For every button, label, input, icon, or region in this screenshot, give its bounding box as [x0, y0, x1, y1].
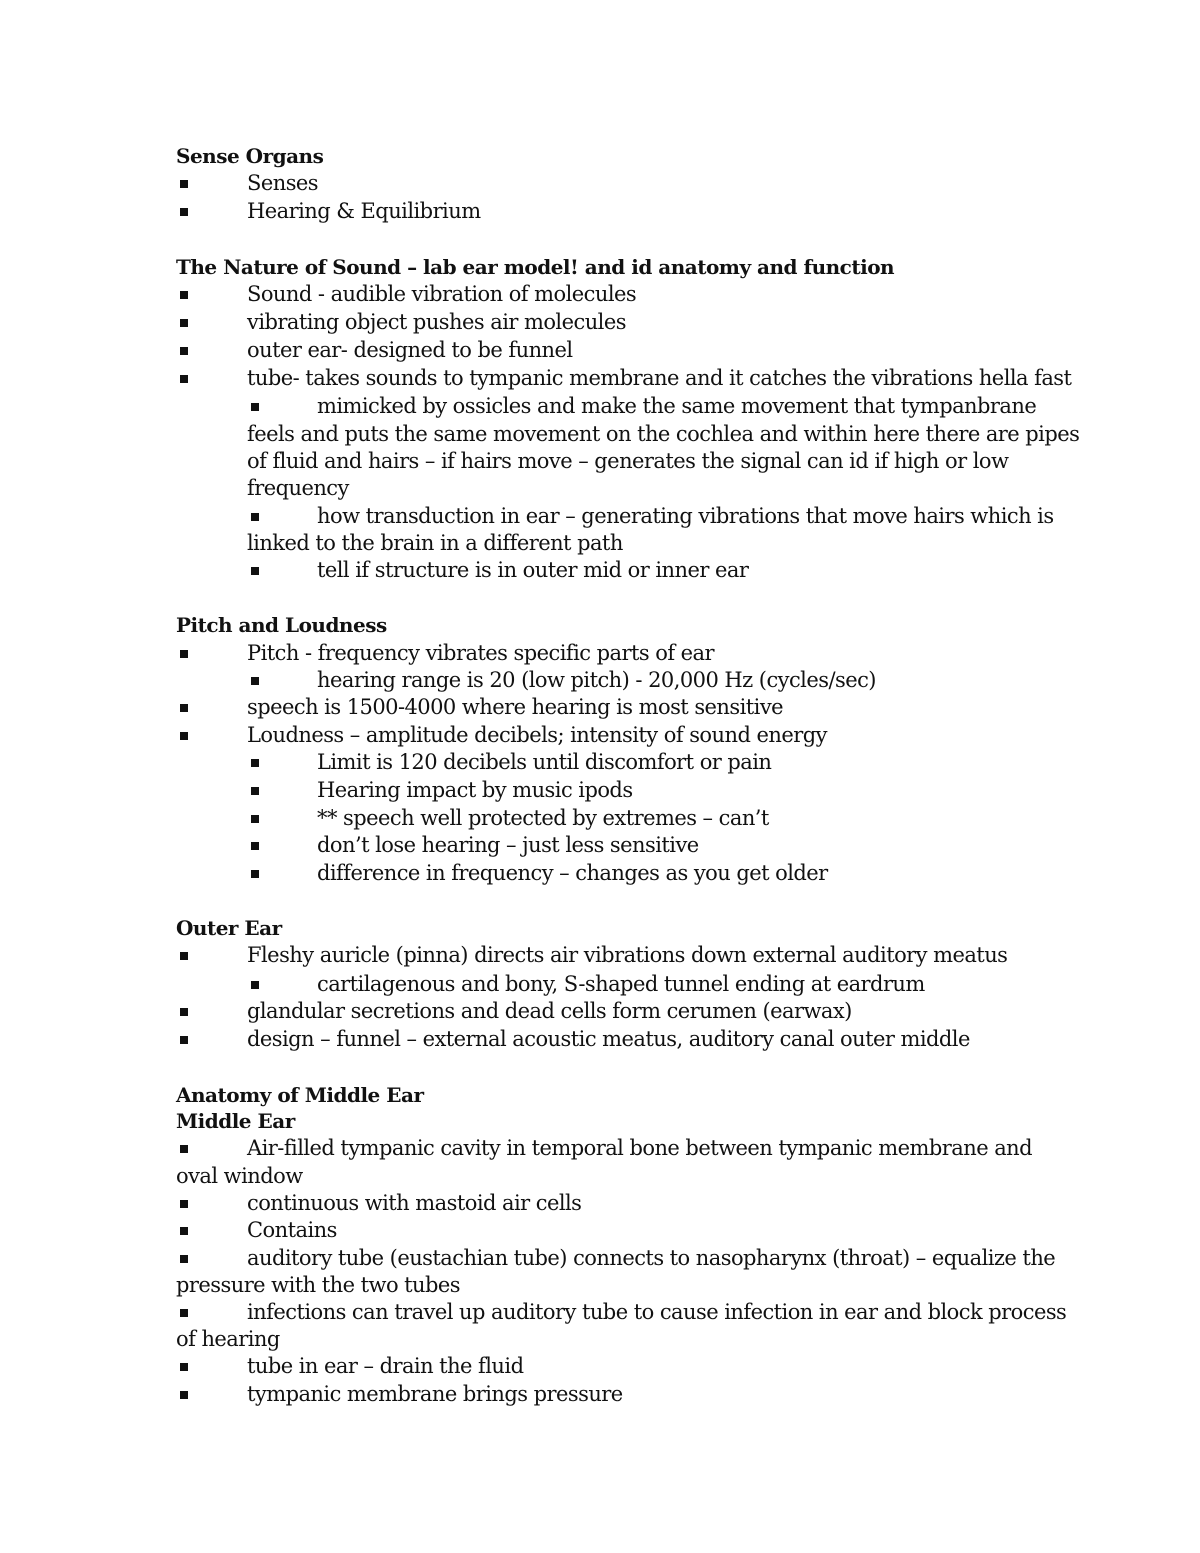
list-item-continuation: [0, 475, 1200, 502]
list-item-text: Limit is 120 decibels until discomfort or pain: [317, 750, 772, 774]
list-item-text: mimicked by ossicles and make the same movement that tympanbrane: [317, 394, 1037, 418]
list-item-text: speech is 1500-4000 where hearing is most sensitive: [247, 695, 784, 719]
bullet-icon: [180, 650, 188, 658]
list-item-text: ** speech well protected by extremes – can’t: [317, 806, 769, 830]
list-item: [0, 749, 1200, 776]
list-item: [0, 1026, 1200, 1053]
list-item-text: tell if structure is in outer mid or inner ear: [317, 558, 749, 582]
list-item-text: continuous with mastoid air cells: [247, 1191, 582, 1215]
list-item: [0, 365, 1200, 392]
bullet-icon: [180, 1363, 188, 1371]
list-item: [0, 942, 1200, 969]
list-item: [0, 337, 1200, 364]
list-item: [0, 832, 1200, 859]
section-heading: Anatomy of Middle Ear: [176, 1083, 424, 1107]
list-item-text: of fluid and hairs – if hairs move – generates the signal can id if high or low: [247, 449, 1009, 473]
bullet-icon: [180, 1391, 188, 1399]
bullet-icon: [251, 677, 259, 685]
bullet-icon: [251, 870, 259, 878]
bullet-icon: [180, 732, 188, 740]
bullet-icon: [251, 842, 259, 850]
section-heading: Sense Organs: [176, 144, 324, 168]
list-item-text: cartilagenous and bony, S-shaped tunnel ending at eardrum: [317, 972, 925, 996]
list-item-text: how transduction in ear – generating vibrations that move hairs which is: [317, 504, 1054, 528]
section-subheading: Middle Ear: [176, 1109, 295, 1133]
list-item-text: difference in frequency – changes as you get older: [317, 861, 828, 885]
bullet-icon: [251, 513, 259, 521]
list-item-text: infections can travel up auditory tube to cause infection in ear and block process: [247, 1300, 1067, 1324]
bullet-icon: [180, 952, 188, 960]
list-item: [0, 1381, 1200, 1408]
list-item-text: Fleshy auricle (pinna) directs air vibrations down external auditory meatus: [247, 943, 1008, 967]
bullet-icon: [251, 787, 259, 795]
list-item: [0, 1135, 1200, 1162]
list-item-text: don’t lose hearing – just less sensitive: [317, 833, 699, 857]
list-item-text: Air-filled tympanic cavity in temporal bone between tympanic membrane and: [247, 1136, 1033, 1160]
list-item-text: hearing range is 20 (low pitch) - 20,000 Hz (cycles/sec): [317, 668, 876, 692]
list-item: [0, 198, 1200, 225]
list-item-continuation: [0, 1326, 1200, 1353]
bullet-icon: [180, 291, 188, 299]
list-item-text: pressure with the two tubes: [176, 1273, 461, 1297]
list-item-text: tube in ear – drain the fluid: [247, 1354, 524, 1378]
bullet-icon: [180, 347, 188, 355]
bullet-icon: [180, 1008, 188, 1016]
list-item-text: linked to the brain in a different path: [247, 531, 623, 555]
list-item-text: Sound - audible vibration of molecules: [247, 282, 637, 306]
list-item: [0, 1190, 1200, 1217]
list-item-text: Senses: [247, 171, 319, 195]
list-item: [0, 503, 1200, 530]
bullet-icon: [180, 1145, 188, 1153]
list-item-continuation: [0, 1163, 1200, 1190]
list-item-continuation: [0, 1272, 1200, 1299]
bullet-icon: [180, 1036, 188, 1044]
bullet-icon: [180, 1200, 188, 1208]
list-item: [0, 998, 1200, 1025]
list-item-text: Contains: [247, 1218, 337, 1242]
bullet-icon: [251, 567, 259, 575]
section-heading: Pitch and Loudness: [176, 613, 387, 637]
list-item-text: design – funnel – external acoustic meatus, auditory canal outer middle: [247, 1027, 970, 1051]
list-item-continuation: [0, 448, 1200, 475]
list-item: [0, 667, 1200, 694]
list-item-continuation: [0, 421, 1200, 448]
section-heading: Outer Ear: [176, 916, 282, 940]
list-item-text: tube- takes sounds to tympanic membrane and it catches the vibrations hella fast: [247, 366, 1072, 390]
list-item: [0, 1299, 1200, 1326]
list-item-text: glandular secretions and dead cells form cerumen (earwax): [247, 999, 852, 1023]
list-item: [0, 860, 1200, 887]
list-item: [0, 1353, 1200, 1380]
list-item-text: frequency: [247, 476, 349, 500]
list-item-text: auditory tube (eustachian tube) connects to nasopharynx (throat) – equalize the: [247, 1246, 1056, 1270]
list-item-text: oval window: [176, 1164, 303, 1188]
bullet-icon: [251, 981, 259, 989]
bullet-icon: [180, 1227, 188, 1235]
list-item-text: tympanic membrane brings pressure: [247, 1382, 623, 1406]
bullet-icon: [180, 208, 188, 216]
list-item: [0, 309, 1200, 336]
bullet-icon: [251, 759, 259, 767]
list-item-text: Hearing impact by music ipods: [317, 778, 633, 802]
list-item: [0, 1245, 1200, 1272]
bullet-icon: [180, 319, 188, 327]
list-item-text: Loudness – amplitude decibels; intensity of sound energy: [247, 723, 827, 747]
list-item-text: outer ear- designed to be funnel: [247, 338, 573, 362]
list-item: [0, 393, 1200, 420]
bullet-icon: [180, 180, 188, 188]
bullet-icon: [251, 403, 259, 411]
list-item-continuation: [0, 530, 1200, 557]
list-item: [0, 694, 1200, 721]
list-item-text: of hearing: [176, 1327, 280, 1351]
list-item: [0, 281, 1200, 308]
bullet-icon: [180, 704, 188, 712]
list-item: [0, 170, 1200, 197]
list-item: [0, 1217, 1200, 1244]
bullet-icon: [180, 1255, 188, 1263]
list-item: [0, 722, 1200, 749]
bullet-icon: [180, 375, 188, 383]
list-item: [0, 557, 1200, 584]
section-heading: The Nature of Sound – lab ear model! and id anatomy and function: [176, 255, 895, 279]
list-item: [0, 805, 1200, 832]
list-item: [0, 640, 1200, 667]
list-item-text: Hearing & Equilibrium: [247, 199, 481, 223]
bullet-icon: [180, 1309, 188, 1317]
list-item-text: vibrating object pushes air molecules: [247, 310, 626, 334]
list-item-text: Pitch - frequency vibrates specific parts of ear: [247, 641, 714, 665]
list-item-text: feels and puts the same movement on the cochlea and within here there are pipes: [247, 422, 1080, 446]
list-item: [0, 777, 1200, 804]
list-item: [0, 971, 1200, 998]
bullet-icon: [251, 815, 259, 823]
